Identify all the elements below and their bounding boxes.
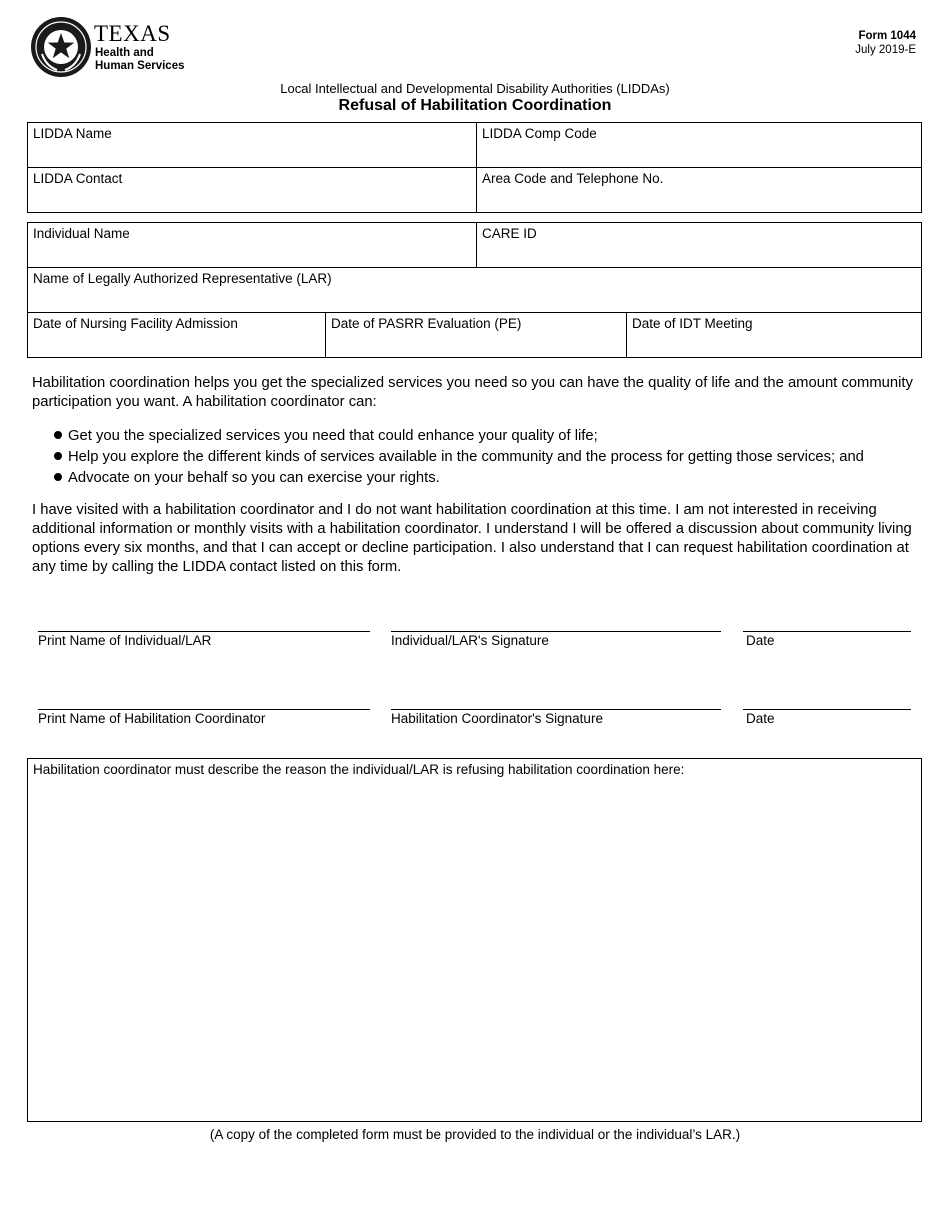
texas-seal-icon — [30, 16, 92, 78]
table-row — [28, 123, 921, 167]
bullet-icon — [54, 473, 62, 481]
refusal-reason-box[interactable] — [27, 758, 922, 1122]
hhs-logo — [30, 16, 190, 80]
form-title: Refusal of Habilitation Coordination — [338, 97, 612, 114]
field-label: LIDDA Comp Code — [482, 126, 597, 141]
field-label: Individual Name — [33, 226, 130, 241]
pasrr-date-field[interactable] — [325, 313, 626, 357]
field-label: LIDDA Contact — [33, 171, 123, 186]
refusal-statement: I have visited with a habilitation coordinator and I do not want habilitation coordination at this time. I am not interested in receiving additional information or monthly visits with a habilitation coordinator. I understand I will be offered a discussion about community living options every six months, and that I can accept or decline participation. I also understand that I can request habilitation coordination at any time by calling the LIDDA contact listed on this form. — [32, 502, 912, 575]
individual-name-field[interactable] — [28, 223, 476, 267]
bullet-icon — [54, 452, 62, 460]
field-label: Date of Nursing Facility Admission — [33, 316, 238, 331]
table-row — [28, 267, 921, 312]
bullet-icon — [54, 431, 62, 439]
form-number-block — [855, 29, 916, 57]
footer-note: (A copy of the completed form must be provided to the individual or the individual’s LAR.) — [209, 1127, 741, 1142]
signature-label: Date — [746, 633, 775, 648]
form-number: Form 1044 — [858, 30, 916, 42]
signature-label: Habilitation Coordinator's Signature — [391, 711, 603, 726]
signature-label: Print Name of Habilitation Coordinator — [38, 711, 266, 726]
lar-name-field[interactable] — [28, 268, 921, 312]
idt-date-field[interactable] — [626, 313, 921, 357]
individual-signature-line[interactable] — [391, 631, 721, 648]
table-row — [28, 167, 921, 212]
lidda-info-table — [27, 122, 922, 213]
coordinator-signature-line[interactable] — [391, 709, 721, 726]
telephone-field[interactable] — [476, 168, 921, 212]
individual-info-table — [27, 222, 922, 358]
signature-label: Date — [746, 711, 775, 726]
form-date: July 2019-E — [855, 44, 916, 56]
reason-label: Habilitation coordinator must describe the reason the individual/LAR is refusing habilitation coordination here: — [33, 762, 685, 777]
field-label: Name of Legally Authorized Representative (LAR) — [33, 271, 332, 286]
list-item: Advocate on your behalf so you can exercise your rights. — [54, 468, 934, 489]
field-label: Area Code and Telephone No. — [482, 171, 664, 186]
print-coordinator-line[interactable] — [38, 709, 370, 726]
list-item: Help you explore the different kinds of services available in the community and the process for getting those services; and — [54, 447, 934, 468]
coordinator-benefits-list — [54, 426, 934, 489]
individual-date-line[interactable] — [743, 631, 911, 648]
logo-subtitle: Health and Human Services — [95, 47, 185, 72]
signature-label: Individual/LAR's Signature — [391, 633, 549, 648]
table-row — [28, 312, 921, 357]
field-label: Date of PASRR Evaluation (PE) — [331, 316, 522, 331]
list-item: Get you the specialized services you need that could enhance your quality of life; — [54, 426, 934, 447]
field-label: CARE ID — [482, 226, 537, 241]
nf-admission-date-field[interactable] — [28, 313, 325, 357]
print-individual-line[interactable] — [38, 631, 370, 648]
field-label: LIDDA Name — [33, 126, 112, 141]
lidda-contact-field[interactable] — [28, 168, 476, 212]
form-subtitle: Local Intellectual and Developmental Disability Authorities (LIDDAs) — [280, 81, 670, 96]
logo-title: TEXAS — [94, 21, 171, 46]
lidda-name-field[interactable] — [28, 123, 476, 167]
table-row — [28, 223, 921, 267]
coordinator-date-line[interactable] — [743, 709, 911, 726]
lidda-comp-code-field[interactable] — [476, 123, 921, 167]
signature-label: Print Name of Individual/LAR — [38, 633, 212, 648]
intro-paragraph: Habilitation coordination helps you get the specialized services you need so you can have the quality of life and the amount community participation you want. A habilitation coordinator can: — [32, 375, 913, 410]
care-id-field[interactable] — [476, 223, 921, 267]
field-label: Date of IDT Meeting — [632, 316, 753, 331]
